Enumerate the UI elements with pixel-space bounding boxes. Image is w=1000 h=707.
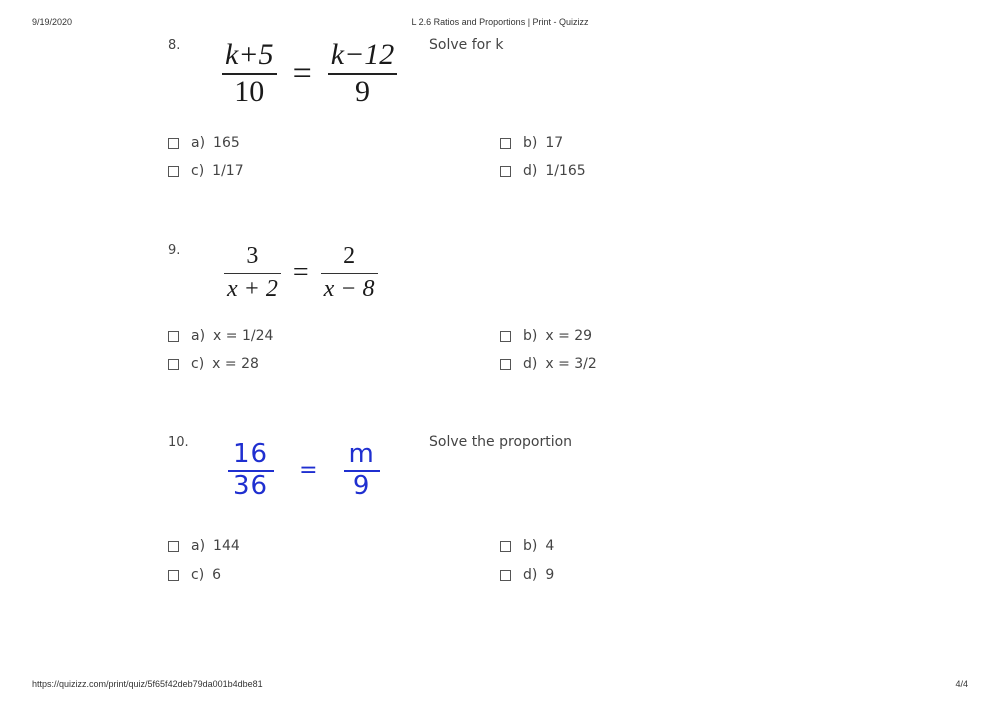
option-label: c) <box>191 567 205 583</box>
fraction-numerator: 3 <box>246 243 259 269</box>
checkbox[interactable] <box>500 359 511 370</box>
right-fraction <box>346 440 378 502</box>
left-fraction <box>230 440 271 502</box>
right-fraction <box>321 243 378 304</box>
fraction-denominator: 9 <box>355 74 371 108</box>
equals-sign: = <box>292 54 312 92</box>
question-number: 10. <box>168 435 189 450</box>
right-fraction <box>328 38 398 109</box>
option-d[interactable] <box>500 567 554 583</box>
question-equation <box>224 243 378 304</box>
question-number: 9. <box>168 243 181 258</box>
option-label: d) <box>523 163 538 179</box>
option-b[interactable] <box>500 328 592 344</box>
checkbox[interactable] <box>168 359 179 370</box>
checkbox[interactable] <box>168 166 179 177</box>
option-text: 144 <box>213 538 240 554</box>
option-text: x = 28 <box>212 356 259 372</box>
left-fraction <box>222 38 277 109</box>
option-d[interactable] <box>500 163 586 179</box>
fraction-numerator: 16 <box>233 439 269 469</box>
checkbox[interactable] <box>500 138 511 149</box>
checkbox[interactable] <box>168 331 179 342</box>
option-b[interactable] <box>500 538 554 554</box>
option-text: x = 29 <box>545 328 593 344</box>
equals-sign: = <box>299 458 318 484</box>
fraction-denominator: 10 <box>234 74 265 108</box>
page-number: 4/4 <box>955 679 968 689</box>
option-c[interactable] <box>168 567 221 583</box>
option-text: 4 <box>545 538 555 554</box>
checkbox[interactable] <box>168 570 179 581</box>
option-label: b) <box>523 538 538 554</box>
fraction-denominator: 9 <box>352 470 371 501</box>
fraction-denominator: x − 8 <box>323 276 375 303</box>
question-prompt: Solve the proportion <box>429 434 573 450</box>
option-label: b) <box>523 135 538 151</box>
checkbox[interactable] <box>500 166 511 177</box>
option-a[interactable] <box>168 328 273 344</box>
checkbox[interactable] <box>500 570 511 581</box>
option-label: d) <box>523 356 538 372</box>
fraction-numerator: 2 <box>343 243 356 269</box>
option-a[interactable] <box>168 538 240 554</box>
checkbox[interactable] <box>500 331 511 342</box>
checkbox[interactable] <box>500 541 511 552</box>
footer-url: https://quizizz.com/print/quiz/5f65f42deb79da001b4dbe81 <box>32 679 263 689</box>
option-b[interactable] <box>500 135 563 151</box>
option-label: c) <box>191 356 205 372</box>
option-text: 1/165 <box>545 163 586 179</box>
equals-sign: = <box>292 257 309 289</box>
fraction-denominator: x + 2 <box>227 276 278 303</box>
question-equation <box>222 38 397 109</box>
option-text: 165 <box>213 135 240 151</box>
print-date: 9/19/2020 <box>32 17 73 27</box>
option-label: c) <box>191 163 205 179</box>
option-d[interactable] <box>500 356 597 372</box>
option-label: b) <box>523 328 538 344</box>
checkbox[interactable] <box>168 541 179 552</box>
page-title: L 2.6 Ratios and Proportions | Print - Quizizz <box>411 17 589 27</box>
question-equation <box>230 440 378 502</box>
option-text: 9 <box>545 567 555 583</box>
option-label: d) <box>523 567 538 583</box>
option-text: 17 <box>545 135 564 151</box>
fraction-numerator: m <box>348 439 375 469</box>
option-label: a) <box>191 538 206 554</box>
option-label: a) <box>191 135 206 151</box>
fraction-denominator: 36 <box>233 470 269 501</box>
question-prompt: Solve for k <box>429 37 504 53</box>
checkbox[interactable] <box>168 138 179 149</box>
option-label: a) <box>191 328 206 344</box>
option-text: 1/17 <box>212 163 244 179</box>
option-c[interactable] <box>168 356 259 372</box>
left-fraction <box>224 243 281 304</box>
question-number: 8. <box>168 38 181 53</box>
option-text: x = 3/2 <box>545 356 597 372</box>
fraction-numerator: k+5 <box>225 38 274 71</box>
fraction-numerator: k−12 <box>330 38 395 71</box>
option-a[interactable] <box>168 135 240 151</box>
option-text: x = 1/24 <box>213 328 274 344</box>
option-c[interactable] <box>168 163 244 179</box>
option-text: 6 <box>212 567 222 583</box>
